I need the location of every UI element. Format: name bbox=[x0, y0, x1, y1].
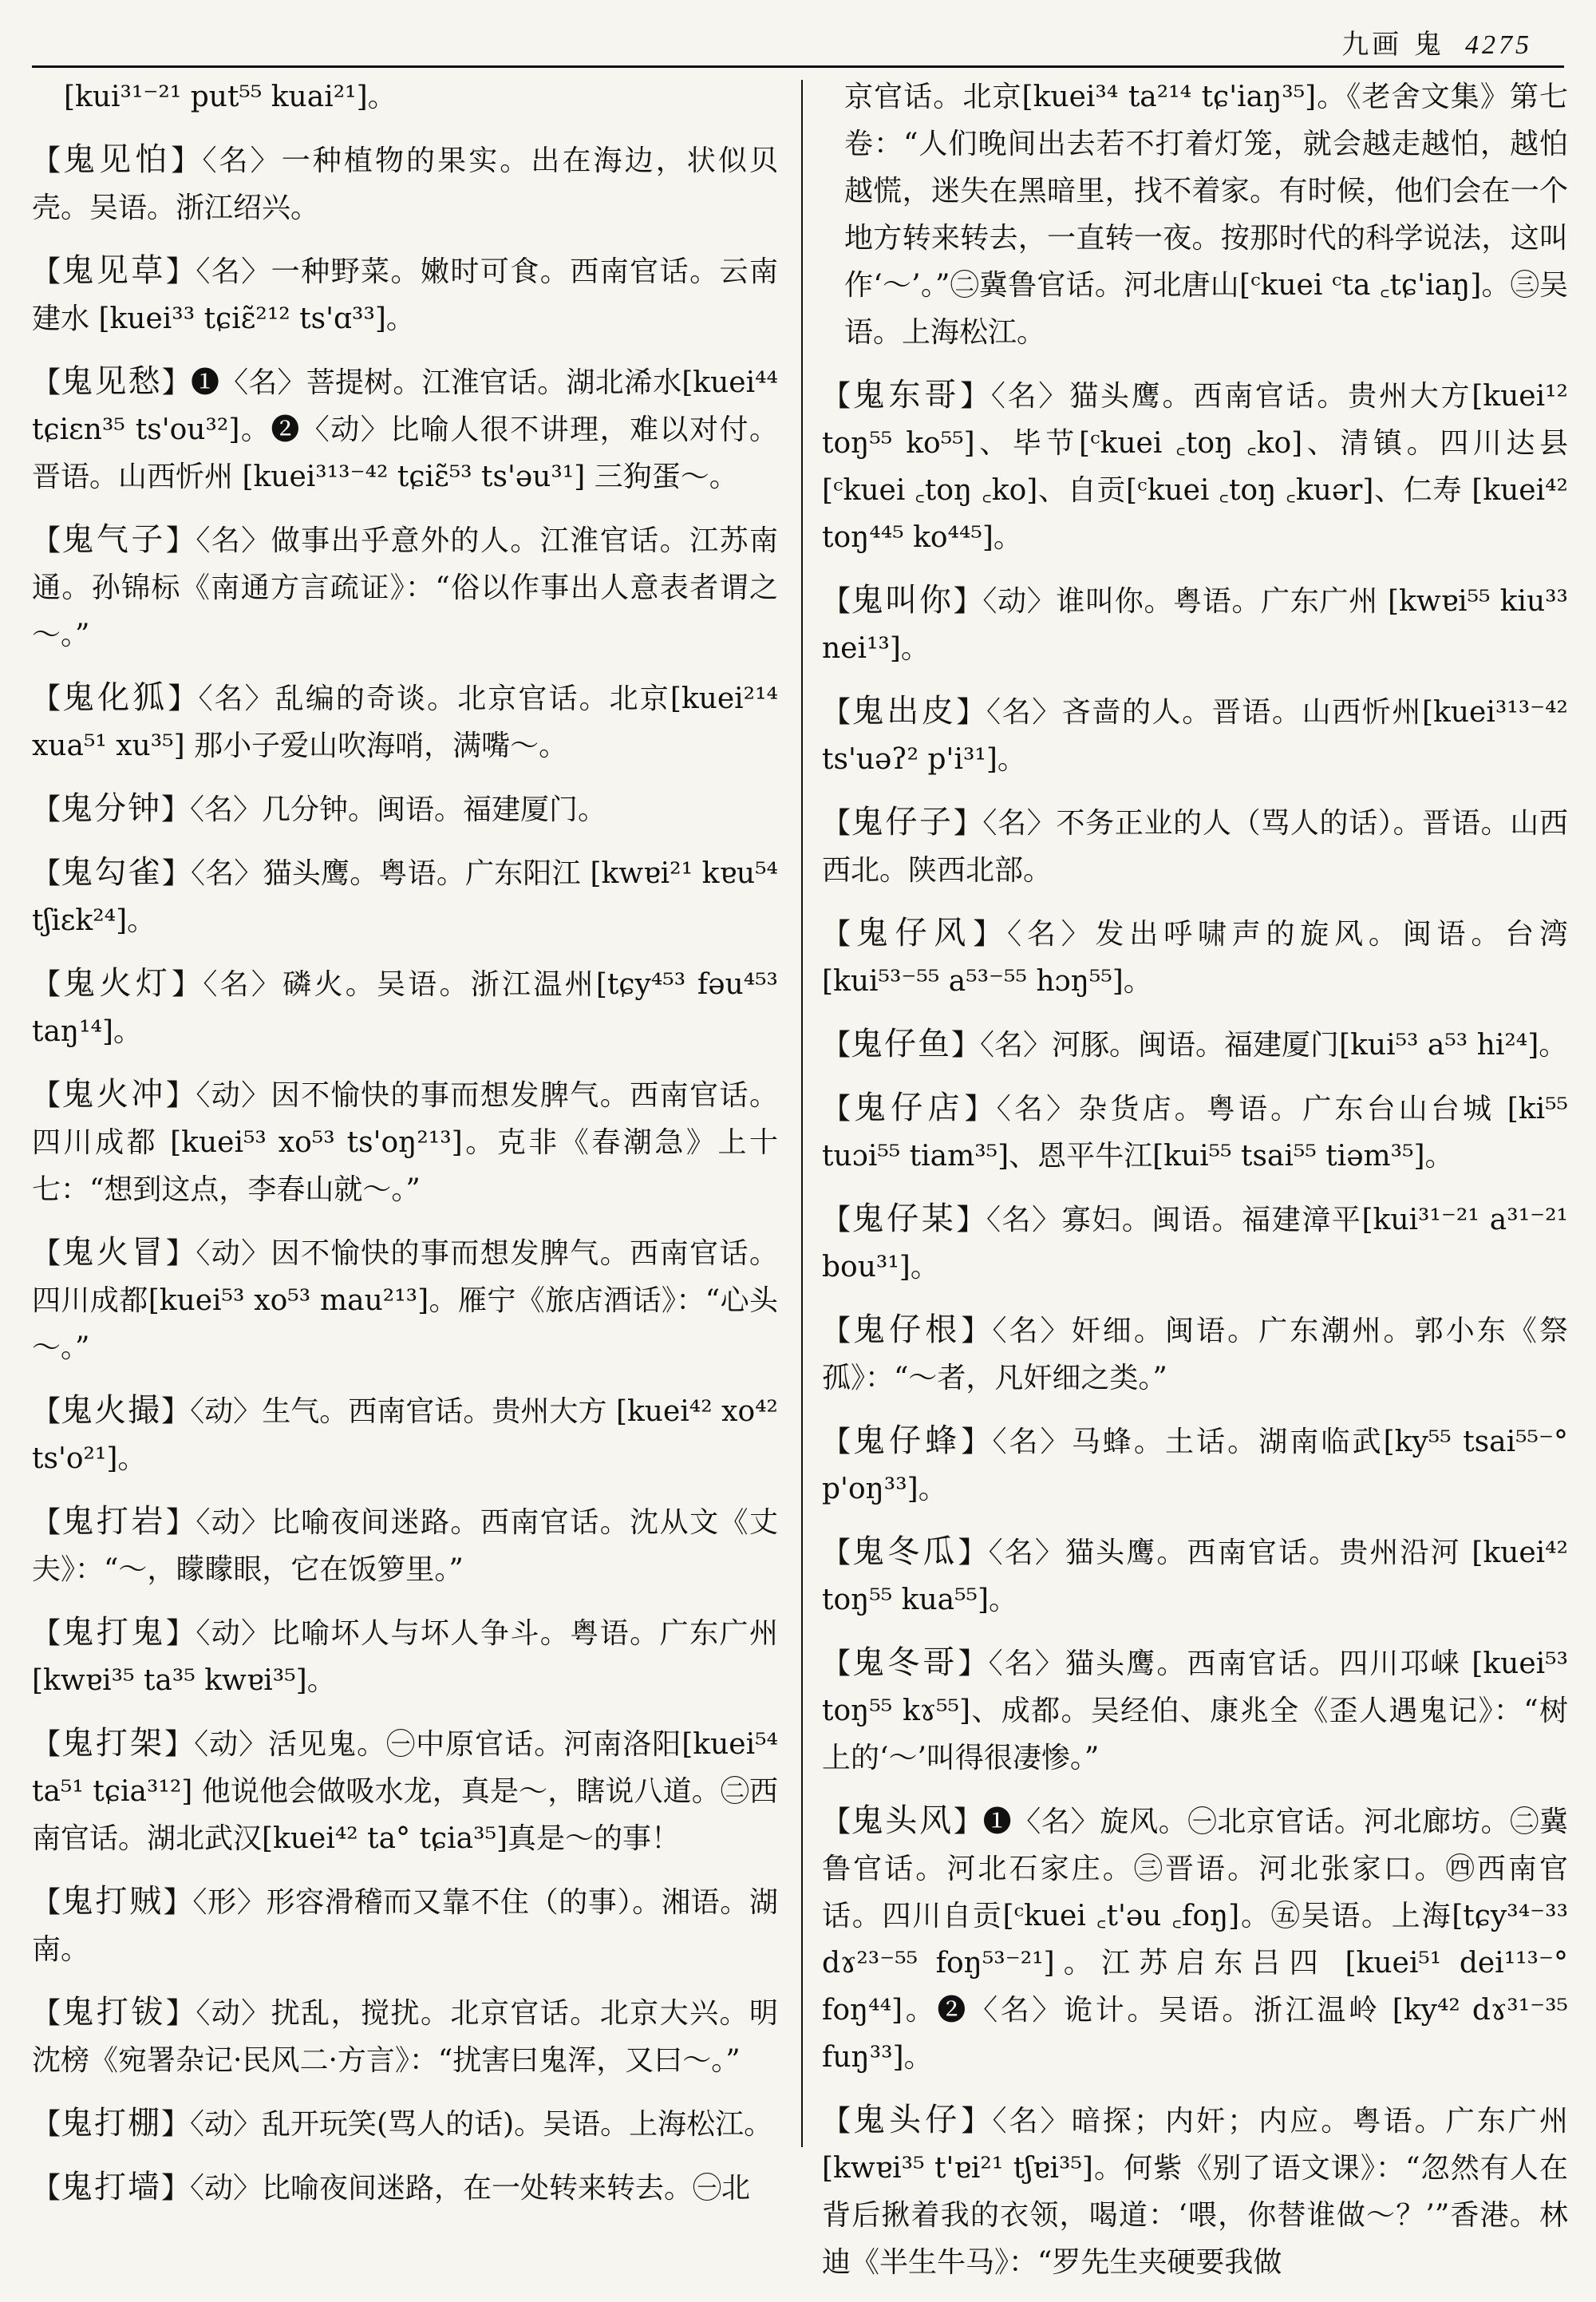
headword: 鬼仔风 bbox=[855, 915, 974, 951]
headword: 鬼打棚 bbox=[61, 2105, 162, 2142]
headword: 鬼打架 bbox=[61, 1725, 165, 1762]
top-rule bbox=[32, 65, 1564, 68]
definition: 〈名〉奸细。闽语。广东潮州。郭小东《祭孤》：“～者，凡奸细之类。” bbox=[822, 1315, 1568, 1394]
left-column bbox=[32, 73, 778, 2228]
dictionary-entry: 【鬼火冲】〈动〉因不愉快的事而想发脾气。西南官话。四川成都 [kuei⁵³ xo⁵³ ts'oŋ²¹³]。克非《春潮急》上十七：“想到这点，李春山就～。” bbox=[32, 1076, 778, 1206]
headword: 鬼打墙 bbox=[61, 2169, 162, 2205]
headword: 鬼仔蜂 bbox=[853, 1422, 962, 1459]
dictionary-entry: 【鬼打岩】〈动〉比喻夜间迷路。西南官话。沈从文《丈夫》：“～，矇矇眼，它在饭箩里。” bbox=[32, 1503, 778, 1586]
dictionary-entry: 【鬼冬哥】〈名〉猫头鹰。西南官话。四川邛崃 [kuei⁵³ toŋ⁵⁵ kɤ⁵⁵]、成都。吴经伯、康兆全《歪人遇鬼记》：“树上的‘～’叫得很凄惨。” bbox=[822, 1644, 1569, 1774]
headword: 鬼打钹 bbox=[61, 1994, 166, 2031]
section-title: 九画 鬼 bbox=[1341, 29, 1444, 61]
dictionary-entry: 【鬼打棚】〈动〉乱开玩笑(骂人的话)。吴语。上海松江。 bbox=[32, 2105, 773, 2142]
column-divider bbox=[801, 80, 803, 2147]
page-header bbox=[1341, 22, 1532, 61]
dictionary-entry: 【鬼头仔】〈名〉暗探；内奸；内应。粤语。广东广州 [kwɐi³⁵ t'ɐi²¹ tʃɐi³⁵]。何紫《别了语文课》：“忽然有人在背后揪着我的衣领，喝道：‘喂，你替谁做～？’”香港。林迪《半生牛马》：“罗先生夹硬要我做 bbox=[822, 2102, 1568, 2279]
headword: 鬼叫你 bbox=[851, 582, 954, 619]
dictionary-entry: 【鬼气子】〈名〉做事出乎意外的人。江淮官话。江苏南通。孙锦标《南通方言疏证》：“俗以作事出人意表者谓之～。” bbox=[32, 521, 778, 651]
definition: 〈名〉暗探；内奸；内应。粤语。广东广州 [kwɐi³⁵ t'ɐi²¹ tʃɐi³⁵]。何紫《别了语文课》：“忽然有人在背后揪着我的衣领，喝道：‘喂，你替谁做～？’”香港。林迪《半生牛马》：“罗先生夹硬要我做 bbox=[822, 2105, 1568, 2279]
definition: 〈名〉马蜂。土话。湖南临武[ky⁵⁵ tsai⁵⁵⁻° p'oŋ³³]。 bbox=[822, 1426, 1568, 1505]
dictionary-entry: 【鬼打钹】〈动〉扰乱，搅扰。北京官话。北京大兴。明沈榜《宛署杂记·民风二·方言》：“扰害曰鬼浑，又曰～。” bbox=[32, 1994, 778, 2077]
headword: 鬼化狐 bbox=[62, 679, 168, 716]
definition: 〈动〉扰乱，搅扰。北京官话。北京大兴。明沈榜《宛署杂记·民风二·方言》：“扰害曰鬼浑，又曰～。” bbox=[32, 1997, 778, 2077]
dictionary-entry: 【鬼仔店】〈名〉杂货店。粤语。广东台山台城 [ki⁵⁵ tuɔi⁵⁵ tiam³⁵]、恩平牛江[kui⁵⁵ tsai⁵⁵ tiəm³⁵]。 bbox=[822, 1090, 1568, 1173]
headword: 鬼火冲 bbox=[61, 1076, 166, 1113]
headword: 鬼仔子 bbox=[851, 804, 954, 841]
dictionary-entry: 【鬼打贼】〈形〉形容滑稽而又靠不住（的事）。湘语。湖南。 bbox=[32, 1883, 778, 1966]
headword: 鬼仔鱼 bbox=[851, 1026, 952, 1062]
dictionary-entry: 【鬼打鬼】〈动〉比喻坏人与坏人争斗。粤语。广东广州 [kwɐi³⁵ ta³⁵ kwɐi³⁵]。 bbox=[32, 1614, 778, 1697]
definition: 〈动〉谁叫你。粤语。广东广州 [kwɐi⁵⁵ kiu³³ nei¹³]。 bbox=[822, 585, 1568, 665]
headword: 鬼打贼 bbox=[61, 1883, 164, 1920]
definition: 〈动〉比喻夜间迷路，在一处转来转去。㊀北 bbox=[190, 2172, 751, 2205]
definition: 〈名〉几分钟。闽语。福建厦门。 bbox=[190, 793, 607, 826]
headword: 鬼冬哥 bbox=[852, 1644, 958, 1681]
definition: 〈动〉生气。西南官话。贵州大方 [kuei⁴² xo⁴² ts'o²¹]。 bbox=[32, 1395, 778, 1475]
headword: 鬼打鬼 bbox=[61, 1614, 166, 1651]
definition: 〈名〉发出呼啸声的旋风。闽语。台湾 [kui⁵³⁻⁵⁵ a⁵³⁻⁵⁵ hɔŋ⁵⁵]。 bbox=[822, 918, 1568, 998]
definition: ❶〈名〉菩提树。江淮官话。湖北浠水[kuei⁴⁴ tɕiɛn³⁵ ts'ou³²]。❷〈动〉比喻人很不讲理，难以对付。晋语。山西忻州 [kuei³¹³⁻⁴² tɕiɛ̃⁵³ ts'əu³¹] 三狗蛋～。 bbox=[32, 366, 778, 493]
dictionary-entry: 【鬼叫你】〈动〉谁叫你。粤语。广东广州 [kwɐi⁵⁵ kiu³³ nei¹³]。 bbox=[822, 582, 1568, 665]
definition: 〈名〉杂货店。粤语。广东台山台城 [ki⁵⁵ tuɔi⁵⁵ tiam³⁵]、恩平牛江[kui⁵⁵ tsai⁵⁵ tiəm³⁵]。 bbox=[822, 1093, 1568, 1173]
dictionary-entry: 【鬼勾雀】〈名〉猫头鹰。粤语。广东阳江 [kwɐi²¹ kɐu⁵⁴ tʃiɛk²⁴]。 bbox=[32, 854, 778, 937]
dictionary-entry: 【鬼仔子】〈名〉不务正业的人（骂人的话）。晋语。山西西北。陕西北部。 bbox=[822, 804, 1568, 887]
definition: 〈名〉寡妇。闽语。福建漳平[kui³¹⁻²¹ a³¹⁻²¹ bou³¹]。 bbox=[822, 1204, 1568, 1284]
definition: 〈名〉不务正业的人（骂人的话）。晋语。山西西北。陕西北部。 bbox=[822, 807, 1568, 887]
headword: 鬼仔根 bbox=[853, 1311, 962, 1348]
dictionary-entry: 【鬼化狐】〈名〉乱编的奇谈。北京官话。北京[kuei²¹⁴ xua⁵¹ xu³⁵] 那小子爱山吹海哨，满嘴～。 bbox=[32, 679, 778, 762]
headword: 鬼见愁 bbox=[61, 363, 162, 400]
dictionary-entry: 【鬼出皮】〈名〉吝啬的人。晋语。山西忻州[kuei³¹³⁻⁴² ts'uəʔ² p'i³¹]。 bbox=[822, 693, 1568, 776]
definition: 〈名〉猫头鹰。西南官话。贵州大方[kuei¹² toŋ⁵⁵ ko⁵⁵]、毕节[ᶜkuei ꜀toŋ ꜀ko]、清镇。四川达县[ᶜkuei ꜀toŋ ꜀ko]、自贡[ᶜkuei ꜀toŋ ꜀kuər]、仁寿 [kuei⁴² toŋ⁴⁴⁵ ko⁴⁴⁵]。 bbox=[822, 380, 1568, 554]
dictionary-entry: 【鬼火冒】〈动〉因不愉快的事而想发脾气。西南官话。四川成都[kuei⁵³ xo⁵³ mau²¹³]。雁宁《旅店酒话》：“心头～。” bbox=[32, 1234, 778, 1364]
entry-list-right bbox=[822, 372, 1568, 2286]
headword: 鬼见怕 bbox=[63, 141, 172, 178]
headword: 鬼头仔 bbox=[853, 2102, 962, 2138]
headword: 鬼出皮 bbox=[851, 693, 957, 730]
definition: 〈名〉河豚。闽语。福建厦门[kui⁵³ a⁵³ hi²⁴]。 bbox=[980, 1029, 1568, 1062]
headword: 鬼见草 bbox=[61, 252, 166, 289]
headword: 鬼东哥 bbox=[852, 377, 961, 413]
headword: 鬼冬瓜 bbox=[852, 1533, 958, 1570]
headword: 鬼仔某 bbox=[851, 1200, 957, 1237]
headword: 鬼火冒 bbox=[61, 1234, 166, 1271]
definition: 〈动〉活见鬼。㊀中原官话。河南洛阳[kuei⁵⁴ ta⁵¹ tɕia³¹²] 他说他会做吸水龙，真是～，瞎说八道。㊁西南官话。湖北武汉[kuei⁴² ta° tɕia³⁵]真是～的事！ bbox=[32, 1728, 778, 1855]
dictionary-entry: 【鬼打架】〈动〉活见鬼。㊀中原官话。河南洛阳[kuei⁵⁴ ta⁵¹ tɕia³¹²] 他说他会做吸水龙，真是～，瞎说八道。㊁西南官话。湖北武汉[kuei⁴² ta° tɕia³⁵]真是～的事！ bbox=[32, 1725, 778, 1855]
continued-text: [kui³¹⁻²¹ put⁵⁵ kuai²¹]。 bbox=[64, 81, 397, 113]
definition: 〈形〉形容滑稽而又靠不住（的事）。湘语。湖南。 bbox=[32, 1886, 778, 1966]
dictionary-entry: 【鬼见愁】❶〈名〉菩提树。江淮官话。湖北浠水[kuei⁴⁴ tɕiɛn³⁵ ts'ou³²]。❷〈动〉比喻人很不讲理，难以对付。晋语。山西忻州 [kuei³¹³⁻⁴² tɕiɛ̃⁵³ ts'əu³¹] 三狗蛋～。 bbox=[32, 363, 778, 493]
dictionary-entry: 【鬼见怕】〈名〉一种植物的果实。出在海边，状似贝壳。吴语。浙江绍兴。 bbox=[32, 141, 778, 224]
dictionary-entry: 【鬼冬瓜】〈名〉猫头鹰。西南官话。贵州沿河 [kuei⁴² toŋ⁵⁵ kua⁵⁵]。 bbox=[822, 1533, 1569, 1616]
headword: 鬼头风 bbox=[851, 1802, 954, 1839]
headword: 鬼打岩 bbox=[61, 1503, 166, 1540]
page-number: 4275 bbox=[1465, 30, 1532, 60]
dictionary-entry: 【鬼仔某】〈名〉寡妇。闽语。福建漳平[kui³¹⁻²¹ a³¹⁻²¹ bou³¹]。 bbox=[822, 1200, 1568, 1284]
definition: 〈名〉吝啬的人。晋语。山西忻州[kuei³¹³⁻⁴² ts'uəʔ² p'i³¹]。 bbox=[822, 696, 1568, 776]
definition: 〈名〉做事出乎意外的人。江淮官话。江苏南通。孙锦标《南通方言疏证》：“俗以作事出人意表者谓之～。” bbox=[32, 524, 778, 651]
dictionary-entry: 【鬼分钟】〈名〉几分钟。闽语。福建厦门。 bbox=[32, 790, 607, 827]
dictionary-entry: 【鬼头风】❶〈名〉旋风。㊀北京官话。河北廊坊。㊁冀鲁官话。河北石家庄。㊂晋语。河北张家口。㊃西南官话。四川自贡[ᶜkuei ꜀t'əu ꜀foŋ]。㊄吴语。上海[tɕy³⁴⁻³³ dɤ²³⁻⁵⁵ foŋ⁵³⁻²¹]。江苏启东吕四 [kuei⁵¹ dei¹¹³⁻° foŋ⁴⁴]。❷〈名〉诡计。吴语。浙江温岭 [ky⁴² dɤ³¹⁻³⁵ fuŋ³³]。 bbox=[822, 1802, 1568, 2074]
definition: 〈名〉一种野菜。嫩时可食。西南官话。云南建水 [kuei³³ tɕiɛ̃²¹² ts'ɑ³³]。 bbox=[32, 255, 778, 335]
entry-list-left bbox=[32, 136, 778, 2212]
headword: 鬼分钟 bbox=[61, 790, 162, 827]
definition: 〈名〉猫头鹰。西南官话。四川邛崃 [kuei⁵³ toŋ⁵⁵ kɤ⁵⁵]、成都。吴经伯、康兆全《歪人遇鬼记》：“树上的‘～’叫得很凄惨。” bbox=[822, 1647, 1569, 1774]
dictionary-entry: 【鬼火灯】〈名〉磷火。吴语。浙江温州[tɕy⁴⁵³ fəu⁴⁵³ taŋ¹⁴]。 bbox=[32, 965, 778, 1048]
continued-text: 京官话。北京[kuei³⁴ ta²¹⁴ tɕ'iaŋ³⁵]。《老舍文集》第七卷：“人们晚间出去若不打着灯笼，就会越走越怕，越怕越慌，迷失在黑暗里，找不着家。有时候，他们会在一个地方转来转去，一直转一夜。按那时代的科学说法，这叫作‘～’。”㊁冀鲁官话。河北唐山[ᶜkuei ᶜta ꜀tɕ'iaŋ]。㊂吴语。上海松江。 bbox=[844, 81, 1568, 349]
definition: 〈动〉因不愉快的事而想发脾气。西南官话。四川成都 [kuei⁵³ xo⁵³ ts'oŋ²¹³]。克非《春潮急》上十七：“想到这点，李春山就～。” bbox=[32, 1079, 778, 1206]
right-column bbox=[822, 73, 1568, 2302]
definition: ❶〈名〉旋风。㊀北京官话。河北廊坊。㊁冀鲁官话。河北石家庄。㊂晋语。河北张家口。㊃西南官话。四川自贡[ᶜkuei ꜀t'əu ꜀foŋ]。㊄吴语。上海[tɕy³⁴⁻³³ dɤ²³⁻⁵⁵ foŋ⁵³⁻²¹]。江苏启东吕四 [kuei⁵¹ dei¹¹³⁻° foŋ⁴⁴]。❷〈名〉诡计。吴语。浙江温岭 [ky⁴² dɤ³¹⁻³⁵ fuŋ³³]。 bbox=[822, 1806, 1568, 2074]
definition: 〈名〉猫头鹰。西南官话。贵州沿河 [kuei⁴² toŋ⁵⁵ kua⁵⁵]。 bbox=[822, 1537, 1569, 1616]
definition: 〈名〉猫头鹰。粤语。广东阳江 [kwɐi²¹ kɐu⁵⁴ tʃiɛk²⁴]。 bbox=[32, 857, 778, 937]
definition: 〈动〉乱开玩笑(骂人的话)。吴语。上海松江。 bbox=[190, 2108, 773, 2141]
headword: 鬼仔店 bbox=[854, 1090, 965, 1126]
definition: 〈动〉比喻夜间迷路。西南官话。沈从文《丈夫》：“～，矇矇眼，它在饭箩里。” bbox=[32, 1506, 778, 1586]
definition: 〈名〉乱编的奇谈。北京官话。北京[kuei²¹⁴ xua⁵¹ xu³⁵] 那小子爱山吹海哨，满嘴～。 bbox=[32, 682, 778, 762]
dictionary-entry: 【鬼仔蜂】〈名〉马蜂。土话。湖南临武[ky⁵⁵ tsai⁵⁵⁻° p'oŋ³³]。 bbox=[822, 1422, 1568, 1505]
definition: 〈动〉因不愉快的事而想发脾气。西南官话。四川成都[kuei⁵³ xo⁵³ mau²¹³]。雁宁《旅店酒话》：“心头～。” bbox=[32, 1237, 778, 1364]
dictionary-entry: 【鬼仔根】〈名〉奸细。闽语。广东潮州。郭小东《祭孤》：“～者，凡奸细之类。” bbox=[822, 1311, 1568, 1394]
headword: 鬼气子 bbox=[61, 521, 166, 558]
definition: 〈名〉磷火。吴语。浙江温州[tɕy⁴⁵³ fəu⁴⁵³ taŋ¹⁴]。 bbox=[32, 968, 778, 1048]
definition: 〈动〉比喻坏人与坏人争斗。粤语。广东广州 [kwɐi³⁵ ta³⁵ kwɐi³⁵]。 bbox=[32, 1617, 778, 1697]
dictionary-entry: 【鬼火撮】〈动〉生气。西南官话。贵州大方 [kuei⁴² xo⁴² ts'o²¹]。 bbox=[32, 1392, 778, 1475]
dictionary-entry: 【鬼仔风】〈名〉发出呼啸声的旋风。闽语。台湾 [kui⁵³⁻⁵⁵ a⁵³⁻⁵⁵ hɔŋ⁵⁵]。 bbox=[822, 915, 1568, 998]
dictionary-entry: 【鬼仔鱼】〈名〉河豚。闽语。福建厦门[kui⁵³ a⁵³ hi²⁴]。 bbox=[822, 1026, 1568, 1062]
headword: 鬼勾雀 bbox=[61, 854, 162, 891]
definition: 〈名〉一种植物的果实。出在海边，状似贝壳。吴语。浙江绍兴。 bbox=[32, 144, 778, 224]
headword: 鬼火灯 bbox=[63, 965, 172, 1002]
dictionary-entry: 【鬼东哥】〈名〉猫头鹰。西南官话。贵州大方[kuei¹² toŋ⁵⁵ ko⁵⁵]、毕节[ᶜkuei ꜀toŋ ꜀ko]、清镇。四川达县[ᶜkuei ꜀toŋ ꜀ko]、自贡[ᶜkuei ꜀toŋ ꜀kuər]、仁寿 [kuei⁴² toŋ⁴⁴⁵ ko⁴⁴⁵]。 bbox=[822, 377, 1568, 554]
headword: 鬼火撮 bbox=[61, 1392, 162, 1429]
dictionary-entry: 【鬼见草】〈名〉一种野菜。嫩时可食。西南官话。云南建水 [kuei³³ tɕiɛ̃²¹² ts'ɑ³³]。 bbox=[32, 252, 778, 335]
dictionary-entry: 【鬼打墙】〈动〉比喻夜间迷路，在一处转来转去。㊀北 bbox=[32, 2169, 751, 2205]
